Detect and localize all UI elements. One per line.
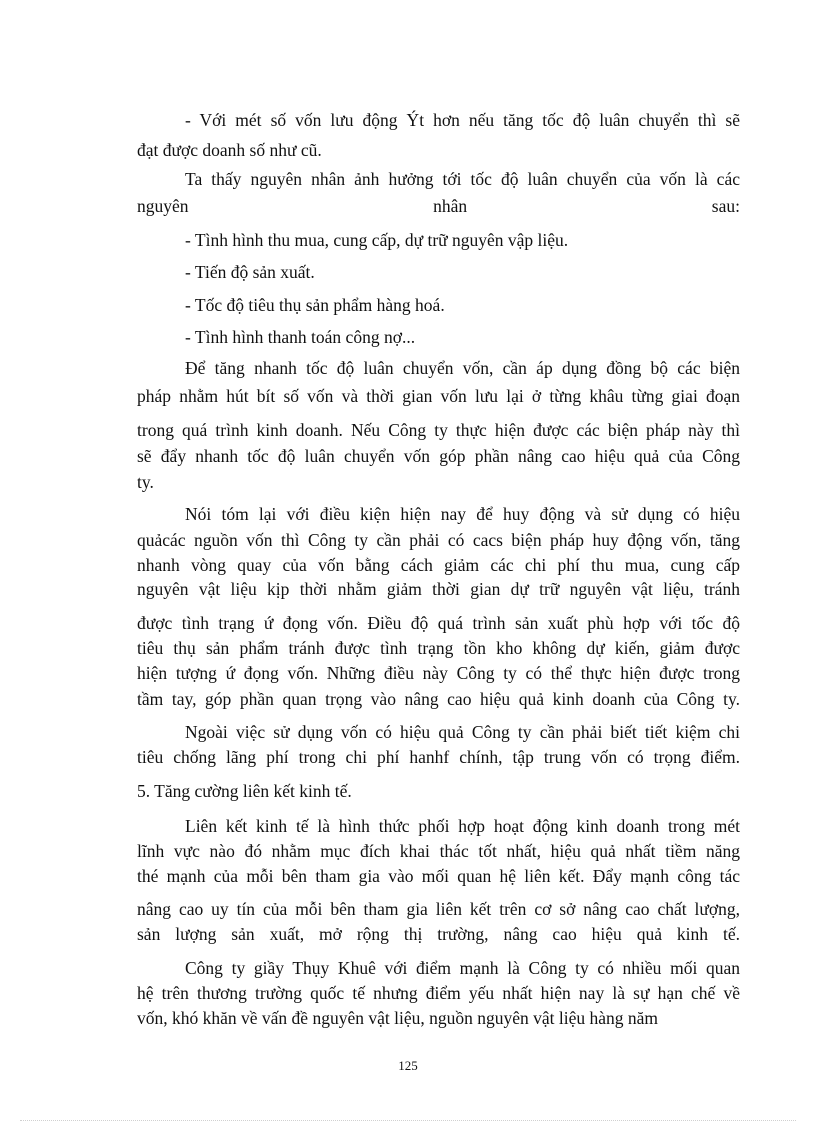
- text-line: vốn, khó khăn về vấn đề nguyên vật liệu, nguồn nguyên vật liệu hàng năm: [137, 1008, 658, 1028]
- text-line: nhanh vòng quay của vốn bằng cách giảm các chi phí thu mua, cung cấp: [137, 555, 740, 575]
- text-line: Công ty giầy Thụy Khuê với điểm mạnh là Công ty có nhiều mối quan: [185, 958, 740, 978]
- text-line: - Tình hình thanh toán công nợ...: [185, 327, 416, 347]
- text-line: - Tiến độ sản xuất.: [185, 262, 315, 282]
- text-line: đạt được doanh số như cũ.: [137, 140, 322, 160]
- text-line: ty.: [137, 472, 154, 492]
- text-line: hệ trên thương trường quốc tế nhưng điểm yếu nhất hiện nay là sự hạn chế về: [137, 983, 740, 1003]
- text-line: - Tốc độ tiêu thụ sản phẩm hàng hoá.: [185, 295, 445, 315]
- text-line: tầm tay, góp phần quan trọng vào nâng cao hiệu quả kinh doanh của Công ty.: [137, 689, 740, 709]
- text-line: nâng cao uy tín của mỗi bên tham gia liên kết trên cơ sở nâng cao chất lượng,: [137, 899, 740, 919]
- text-line: nguyên vật liệu kịp thời nhằm giảm thời gian dự trữ nguyên vật liệu, tránh: [137, 579, 740, 599]
- text-line: thé mạnh của mỗi bên tham gia vào mối quan hệ liên kết. Đẩy mạnh công tác: [137, 866, 740, 886]
- text-line: quảcác nguồn vốn thì Công ty cần phải có cacs biện pháp huy động vốn, tăng: [137, 530, 740, 550]
- text-line: Để tăng nhanh tốc độ luân chuyển vốn, cần áp dụng đồng bộ các biện: [185, 358, 740, 378]
- page-number: 125: [398, 1058, 418, 1073]
- text-line: Liên kết kinh tế là hình thức phối hợp hoạt động kinh doanh trong mét: [185, 816, 740, 836]
- text-line: nguyên nhân sau:: [137, 196, 740, 216]
- text-line: pháp nhằm hút bít số vốn và thời gian vốn lưu lại ở từng khâu từng giai đoạn: [137, 386, 740, 406]
- section-heading: 5. Tăng cường liên kết kinh tế.: [137, 781, 352, 801]
- text-line: sản lượng sản xuất, mở rộng thị trường, nâng cao hiệu quả kinh tế.: [137, 924, 740, 944]
- text-line: trong quá trình kinh doanh. Nếu Công ty thực hiện được các biện pháp này thì: [137, 420, 740, 440]
- page-bottom-divider: [20, 1120, 796, 1121]
- text-line: - Tình hình thu mua, cung cấp, dự trữ nguyên vập liệu.: [185, 230, 569, 250]
- text-line: - Với mét số vốn lưu động Ýt hơn nếu tăng tốc độ luân chuyển thì sẽ: [185, 110, 740, 130]
- text-line: được tình trạng ứ đọng vốn. Điều độ quá trình sản xuất phù hợp với tốc độ: [137, 613, 740, 633]
- text-line: Nói tóm lại với điều kiện hiện nay để huy động và sử dụng có hiệu: [185, 504, 740, 524]
- text-line: Ta thấy nguyên nhân ảnh hưởng tới tốc độ luân chuyển của vốn là các: [185, 169, 740, 189]
- text-line: tiêu chống lãng phí trong chi phí hanhf chính, tập trung vốn có trọng điểm.: [137, 747, 740, 767]
- text-line: hiện tượng ứ đọng vốn. Những điều này Công ty có thể thực hiện được trong: [137, 663, 740, 683]
- text-line: sẽ đẩy nhanh tốc độ luân chuyển vốn góp phần nâng cao hiệu quả của Công: [137, 446, 740, 466]
- text-line: lĩnh vực nào đó nhằm mục đích khai thác tốt nhất, hiệu quả nhất tiềm năng: [137, 841, 740, 861]
- text-line: Ngoài việc sử dụng vốn có hiệu quả Công ty cần phải biết tiết kiệm chi: [185, 722, 740, 742]
- text-line: tiêu thụ sản phẩm tránh được tình trạng tồn kho không dự kiến, giảm được: [137, 638, 740, 658]
